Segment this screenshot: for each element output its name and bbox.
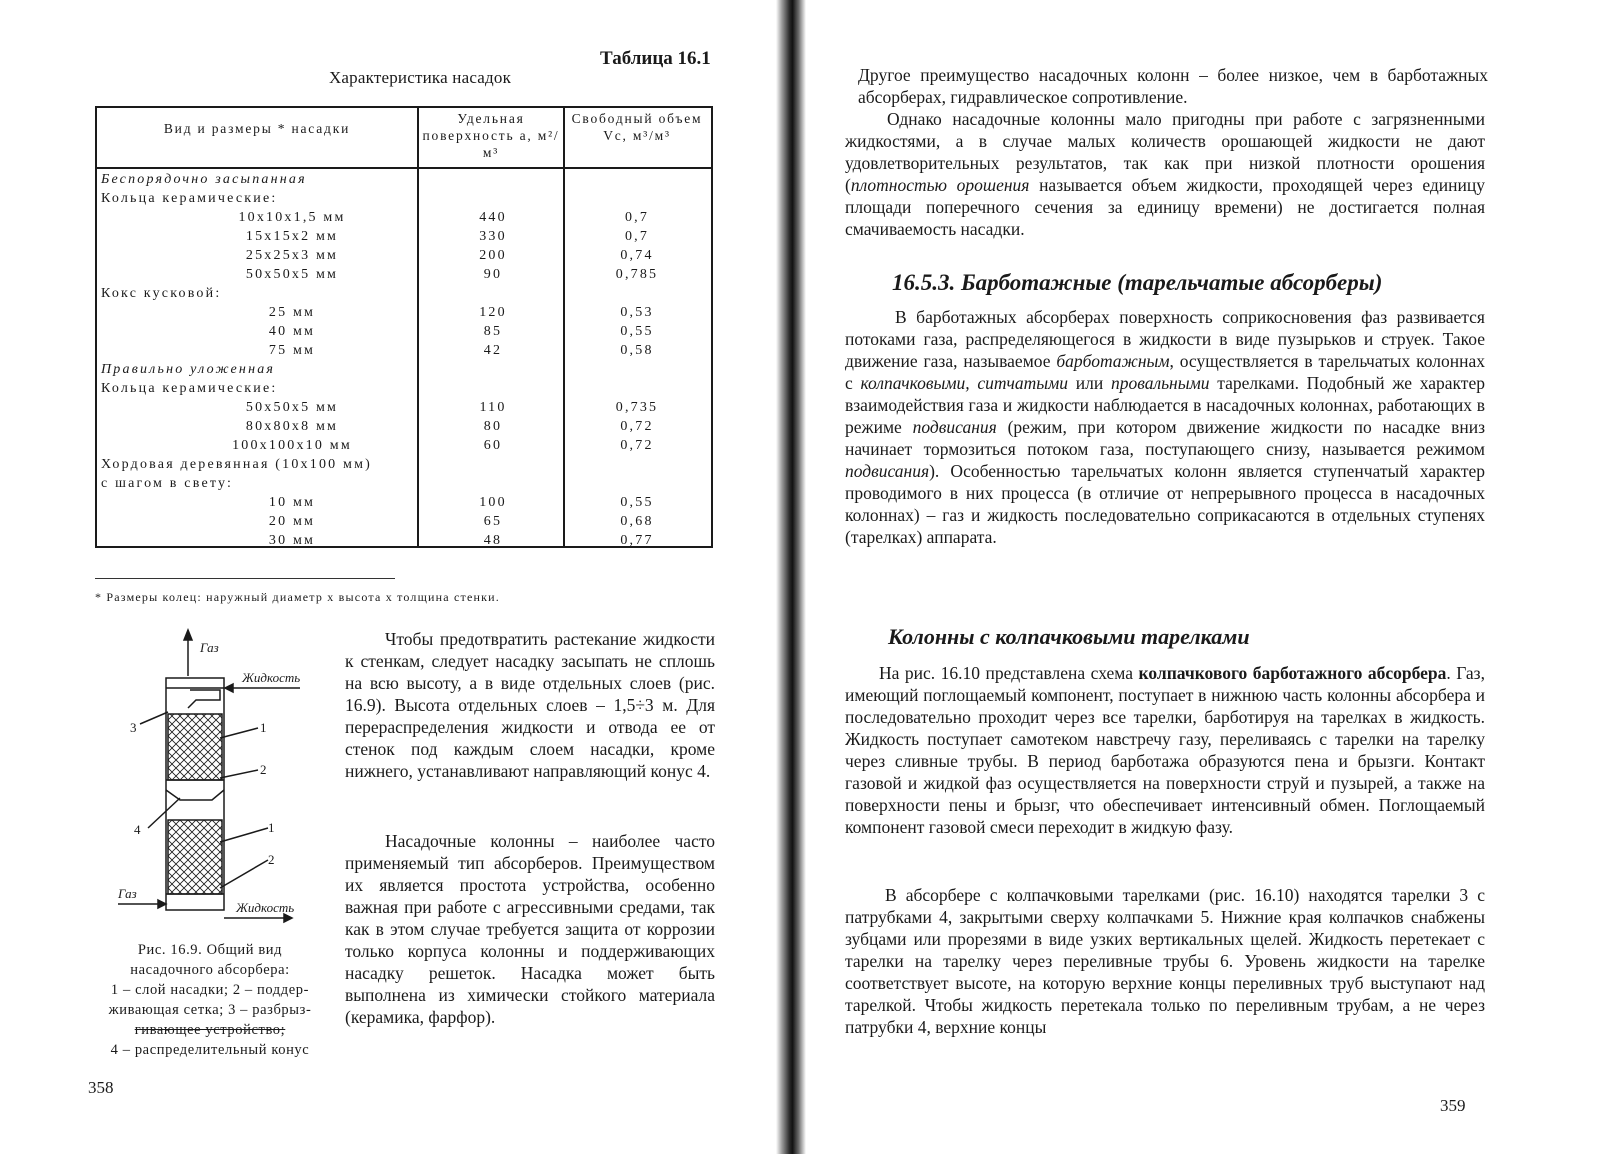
caption-line: 1 – слой насадки; 2 – поддер- <box>110 982 310 998</box>
cell-specific-surface: 80 <box>483 419 503 434</box>
leader-line <box>220 728 258 738</box>
arrow-head <box>158 900 166 908</box>
p4-text: . Газ, имеющий поглощаемый компонент, поступает в нижнюю часть колонны абсорбера и последовательно проходит через все тарелки, барботируя на тарелках в жидкость. Жидкость поступает самотеком навстречу газу, переливаясь с тарелки на тарелку через сливные трубы. В период барботажа образуются пена и брызги. Контакт газовой и жидкой фаз осуществляется на поверхности струй и пузырей, а также на поверхности пены и брызг, что обеспечивает интенсивный обмен. Поглощаемый компонент газовой смеси переходит в жидкую фазу. <box>845 663 1485 837</box>
header-col1: Вид и размеры * насадки <box>163 121 351 136</box>
cell-packing-type: 75 мм <box>268 343 316 358</box>
cell-free-volume: 0,77 <box>620 533 654 548</box>
p3-text: В барботажных абсорберах поверхность соприкосновения фаз развивается потоками газа, распределяющегося в жидкости в виде пузырьков и струек. Такое движение газа, называемое <box>845 307 1485 371</box>
cell-packing-type: Кольца керамические: <box>101 191 278 206</box>
cell-packing-type: 15x15x2 мм <box>245 229 339 244</box>
table-row <box>97 379 711 398</box>
table-row <box>97 512 711 531</box>
cell-packing-type: Кольца керамические: <box>101 381 278 396</box>
cell-packing-type: 50x50x5 мм <box>245 267 339 282</box>
p3-term: колпачковыми, ситчатыми <box>860 373 1069 393</box>
label-3: 3 <box>130 720 137 735</box>
cell-packing-type: 40 мм <box>268 324 316 339</box>
packing-layer-2 <box>168 820 222 894</box>
table-row <box>97 189 711 208</box>
label-1b: 1 <box>268 820 275 835</box>
cell-specific-surface: 48 <box>483 533 503 548</box>
label-liquid-bottom: Жидкость <box>236 900 295 915</box>
cell-specific-surface: 200 <box>479 248 507 263</box>
cell-free-volume: 0,72 <box>620 438 654 453</box>
label-gas-bottom: Газ <box>118 886 137 901</box>
p3-term: подвисания <box>845 461 930 481</box>
table-row <box>97 246 711 265</box>
cell-free-volume: 0,74 <box>620 248 654 263</box>
cell-free-volume: 0,68 <box>620 514 654 529</box>
p3-text: или <box>1068 373 1111 393</box>
cell-specific-surface: 42 <box>483 343 503 358</box>
label-4: 4 <box>134 822 141 837</box>
table-row <box>97 474 711 493</box>
p3-text: ). Особенностью тарельчатых колонн является ступенчатый характер проводимого в них процесса (в отличие от непрерывного процесса в насадочных колоннах) – газ и жидкость последовательно соприкасаются в отдельных ступенях (тарелках) аппарата. <box>845 461 1485 547</box>
caption-line: гивающее устройство; <box>134 1022 286 1038</box>
cell-free-volume: 0,55 <box>620 495 654 510</box>
p2-text-c: называется объем жидкости, проходящей через единицу площади поперечного сечения за единицу времени) не достигается полная смачиваемость насадки. <box>845 175 1485 239</box>
p3-text: , осуществляется в тарельчатых колоннах с <box>845 351 1485 393</box>
page-number-left: 358 <box>88 1078 114 1097</box>
cell-free-volume: 0,785 <box>615 267 659 282</box>
book-spine <box>776 0 806 1154</box>
label-2a: 2 <box>260 762 267 777</box>
right-paragraph-4 <box>845 662 1485 838</box>
label-liquid-top: Жидкость <box>242 670 301 685</box>
cell-free-volume: 0,53 <box>620 305 654 320</box>
cell-specific-surface: 120 <box>479 305 507 320</box>
table-row <box>97 303 711 322</box>
p3-term: подвисания <box>912 417 997 437</box>
cell-packing-type: Правильно уложенная <box>101 362 276 377</box>
label-2b: 2 <box>268 852 275 867</box>
packing-table <box>95 106 713 548</box>
spray-device <box>188 690 220 708</box>
table-row <box>97 322 711 341</box>
page-number-right: 359 <box>1440 1096 1466 1115</box>
cell-packing-type: 30 мм <box>268 533 316 548</box>
cell-packing-type: Хордовая деревянная (10x100 мм) <box>101 457 373 472</box>
right-paragraph-2 <box>845 108 1485 240</box>
cell-packing-type: Беспорядочно засыпанная <box>101 172 307 187</box>
cell-free-volume: 0,7 <box>624 210 650 225</box>
label-1a: 1 <box>260 720 267 735</box>
table-caption: Таблица 16.1 <box>600 48 711 69</box>
figure-caption <box>80 940 340 1060</box>
p4-bold-term: колпачкового барботажного абсорбера <box>1138 663 1447 683</box>
p4-text: На рис. 16.10 представлена схема <box>879 663 1139 683</box>
leader-line <box>220 770 258 778</box>
cell-specific-surface: 330 <box>479 229 507 244</box>
table-row <box>97 436 711 455</box>
arrow-head <box>225 684 233 692</box>
p2-text-a: Однако насадочные колонны мало пригодны при работе с загрязненными жидкостями, а в случае малых количеств орошающей жидкости не дают удовлетворительных результатов, так как при низкой плотности орошения ( <box>845 109 1485 195</box>
cell-free-volume: 0,72 <box>620 419 654 434</box>
cell-packing-type: 50x50x5 мм <box>245 400 339 415</box>
leader-line <box>220 828 268 842</box>
right-paragraph-1: Другое преимущество насадочных колонн – более низкое, чем в барботажных абсорберах, гидравлическое сопротивление. <box>858 65 1488 107</box>
cell-specific-surface: 85 <box>483 324 503 339</box>
cell-specific-surface: 100 <box>479 495 507 510</box>
table-row <box>97 417 711 436</box>
p3-text: (режим, при котором движение жидкости по насадке вниз начинает тормозиться потоком газа, поступающего снизу, называется режимом <box>845 417 1485 459</box>
table-row <box>97 227 711 246</box>
arrow-head <box>184 630 192 640</box>
cell-packing-type: 10 мм <box>268 495 316 510</box>
p3-text: тарелками. Подобный же характер взаимодействия газа и жидкости наблюдается в насадочных колоннах, работающих в режиме <box>845 373 1485 437</box>
table-row <box>97 531 711 550</box>
cell-packing-type: 20 мм <box>268 514 316 529</box>
section-heading-16-5-3: 16.5.3. Барботажные (тарельчатые абсорберы) <box>892 270 1383 295</box>
leader-line <box>140 712 168 724</box>
section-heading-bubble-cap: Колонны с колпачковыми тарелками <box>888 624 1250 649</box>
left-paragraph-2: Насадочные колонны – наиболее часто применяемый тип абсорберов. Преимуществом их является простота устройства, особенно важная при работе с агрессивными средами, так как в этом случае требуется защита от коррозии только корпуса колонны и поддерживающих насадку решеток. Насадка может быть выполнена из химически стойкого материала (керамика, фарфор). <box>345 831 715 1027</box>
label-gas-top: Газ <box>200 640 219 655</box>
right-paragraph-5 <box>845 884 1485 1038</box>
right-paragraph-3 <box>845 306 1485 548</box>
arrow-head <box>284 914 292 922</box>
cell-free-volume: 0,735 <box>615 400 659 415</box>
table-row <box>97 284 711 303</box>
caption-line: Рис. 16.9. Общий вид <box>137 942 283 958</box>
caption-line: живающая сетка; 3 – разбрыз- <box>108 1002 312 1018</box>
table-footnote: * Размеры колец: наружный диаметр x высота x толщина стенки. <box>95 590 500 604</box>
p5-text: В абсорбере с колпачковыми тарелками (рис. 16.10) находятся тарелки 3 с патрубками 4, закрытыми сверху колпачками 5. Нижние края колпачков снабжены зубцами или прорезями в виде узких вертикальных щелей. Жидкость перетекает с тарелки на тарелку через переливные трубы 6. Уровень жидкости на тарелке соответствует высоте, на которую верхние концы переливных труб выступают над тарелкой. Чтобы жидкость перетекала только по переливным трубам, а не через патрубки 4, верхние концы <box>845 885 1485 1037</box>
p3-term: барботажным <box>1056 351 1170 371</box>
cell-packing-type: 10x10x1,5 мм <box>238 210 346 225</box>
cell-free-volume: 0,55 <box>620 324 654 339</box>
cell-specific-surface: 110 <box>479 400 507 415</box>
footnote-divider <box>95 578 395 579</box>
header-col3: Свободный объем Vс, м³/м³ <box>571 111 703 143</box>
cell-specific-surface: 65 <box>483 514 503 529</box>
table-row <box>97 208 711 227</box>
caption-line: насадочного абсорбера: <box>130 962 290 978</box>
table-row <box>97 493 711 512</box>
table-row <box>97 170 711 189</box>
header-col2: Удельная поверхность a, м²/м³ <box>422 111 560 160</box>
cell-packing-type: 25x25x3 мм <box>245 248 339 263</box>
table-row <box>97 265 711 284</box>
cell-packing-type: 80x80x8 мм <box>245 419 339 434</box>
cell-packing-type: 25 мм <box>268 305 316 320</box>
table-header-divider <box>97 167 711 169</box>
cell-free-volume: 0,58 <box>620 343 654 358</box>
cell-specific-surface: 60 <box>483 438 503 453</box>
table-row <box>97 341 711 360</box>
table-title: Характеристика насадок <box>328 68 512 87</box>
absorber-figure <box>100 628 340 938</box>
cell-free-volume: 0,7 <box>624 229 650 244</box>
table-row <box>97 360 711 379</box>
cell-packing-type: Кокс кусковой: <box>101 286 222 301</box>
leader-line <box>220 860 268 888</box>
p3-term: провальными <box>1110 373 1210 393</box>
packing-layer-1 <box>168 714 222 780</box>
table-row <box>97 455 711 474</box>
cell-packing-type: 100x100x10 мм <box>232 438 352 453</box>
cell-packing-type: с шагом в свету: <box>101 476 234 491</box>
cell-specific-surface: 90 <box>483 267 503 282</box>
cell-specific-surface: 440 <box>479 210 507 225</box>
distribution-cone <box>166 790 224 800</box>
left-paragraph-1: Чтобы предотвратить растекание жидкости к стенкам, следует насадку засыпать не сплошь на всю высоту, а в виде отдельных слоев (рис. 16.9). Высота отдельных слоев – 1,5÷3 м. Для перераспределения жидкости и отвода ее от стенок под каждым слоем насадки, кроме нижнего, устанавливают направляющий конус 4. <box>345 629 715 781</box>
left-page <box>0 0 780 1154</box>
table-row <box>97 398 711 417</box>
caption-line: 4 – распределительный конус <box>110 1042 310 1058</box>
p2-term: плотностью орошения <box>850 175 1030 195</box>
